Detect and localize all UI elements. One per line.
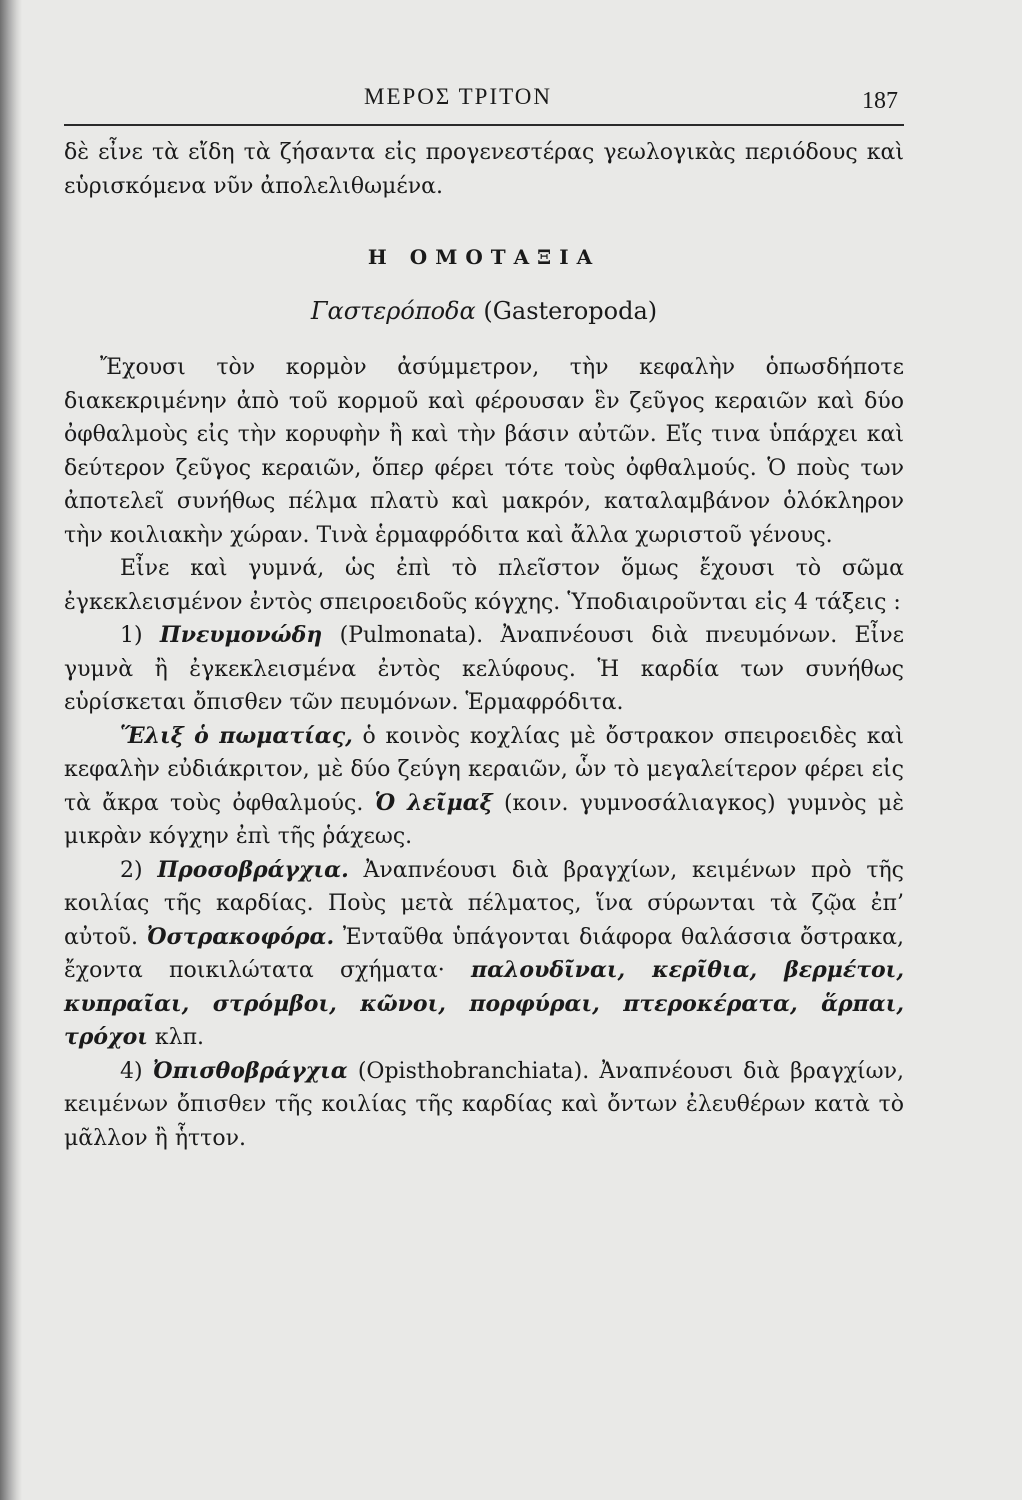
paragraph-text: Ἀναπνέουσι διὰ βραγχίων, κειμένων πρὸ τῆς κοιλίας τῆς καρδίας. Ποὺς μετὰ πέλματος, ἵνα σύρωνται τὰ ζῷα ἐπ’ αὐτοῦ. (64, 857, 905, 950)
term-limax: Ὁ λεῖμαξ (374, 789, 493, 816)
term-opisthobranchia: Ὀπισθοβράγχια (152, 1057, 348, 1084)
term-prosobranchia: Προσοβράγχια. (157, 856, 349, 883)
book-page (64, 82, 904, 1155)
subheading-greek: Γαστερόποδα (310, 297, 476, 325)
paragraph-text: (κοιν. γυμνοσάλιαγκος) γυμνὸς μὲ μικρὰν κόγχην ἐπὶ τῆς ῥάχεως. (64, 790, 905, 849)
paragraph-text: ὁ κοινὸς κοχλίας μὲ ὄστρακον σπειροειδὲς καὶ κεφαλὴν εὐδιάκριτον, μὲ δύο ζεύγη κεραιῶν, ὧν τὸ μεγαλείτερον φέρει εἰς τὰ ἄκρα τοὺς ὀφθαλμούς. (64, 723, 904, 816)
paragraph-helix (64, 720, 904, 854)
header-rule (64, 124, 904, 126)
subheading (64, 297, 904, 325)
class-heading: Η ΟΜΟΤΑΞΙΑ (367, 245, 601, 269)
paragraph-opisthobranchia (64, 1055, 904, 1156)
paragraph-description: Ἔχουσι τὸν κορμὸν ἀσύμμετρον, τὴν κεφαλὴν ὁπωσδήποτε διακεκριμένην ἀπὸ τοῦ κορμοῦ καὶ φέρουσαν ἓν ζεῦγος κεραιῶν καὶ δύο ὀφθαλμοὺς εἰς τὴν κορυφὴν ἢ καὶ τὴν βάσιν αὐτῶν. Εἴς τινα ὑπάρχει καὶ δεύτερον ζεῦγος κεραιῶν, ὅπερ φέρει τότε τοὺς ὀφθαλμούς. Ὁ ποὺς των ἀποτελεῖ συνήθως πέλμα πλατὺ καὶ μακρόν, καταλαμβάνον ὁλόκληρον τὴν κοιλιακὴν χώραν. Τινὰ ἑρμαφρόδιτα καὶ ἄλλα χωριστοῦ γένους. (64, 355, 904, 548)
paragraph-text: Ἐνταῦθα ὑπάγονται διάφορα θαλάσσια ὄστρακα, ἔχοντα ποικιλώτατα σχήματα· (64, 924, 905, 983)
paragraph-orders: Εἶνε καὶ γυμνά, ὡς ἐπὶ τὸ πλεῖστον ὅμως ἔχουσι τὸ σῶμα ἐγκεκλεισμένον ἐντὸς σπειροειδοῦς κόγχης. Ὑποδιαιροῦνται εἰς 4 τάξεις : (64, 556, 904, 615)
genus-list: παλουδῖναι, κερῖθια, βερμέτοι, κυπραῖαι, στρόμβοι, κῶνοι, πορφύραι, πτεροκέρατα, ἅρπαι, τρόχοι (64, 957, 904, 1050)
running-head: ΜΕΡΟΣ ΤΡΙΤΟΝ (364, 84, 552, 109)
page-header (64, 82, 904, 126)
paragraph-text: κλπ. (154, 1025, 205, 1050)
term-pulmonata: Πνευμονώδη (159, 622, 323, 648)
subheading-latin: (Gasteropoda) (483, 297, 658, 325)
page-number: 187 (862, 88, 898, 114)
term-helix: Ἕλιξ ὁ πωματίας, (120, 722, 353, 749)
page-binding-edge (0, 0, 22, 1500)
item-number: 4) (120, 1058, 143, 1084)
term-ostrakophora: Ὀστρακοφόρα. (146, 923, 335, 950)
item-number: 1) (120, 623, 143, 648)
paragraph-pulmonata (64, 619, 904, 720)
paragraph-prosobranchia (64, 854, 904, 1055)
intro-paragraph: δὲ εἶνε τὰ εἴδη τὰ ζήσαντα εἰς προγενεστέρας γεωλογικὰς περιόδους καὶ εὑρισκόμενα νῦν ἀπολελιθωμένα. (64, 140, 904, 199)
item-number: 2) (120, 857, 143, 883)
paragraph-text: (Pulmonata). Ἀναπνέουσι διὰ πνευμόνων. Εἶνε γυμνὰ ἢ ἐγκεκλεισμένα ἐντὸς κελύφους. Ἡ καρδία των συνήθως εὑρίσκεται ὄπισθεν τῶν πευμόνων. Ἑρμαφρόδιτα. (64, 623, 905, 715)
paragraph-text: (Opisthobranchiata). Ἀναπνέουσι διὰ βραγχίων, κειμένων ὄπισθεν τῆς κοιλίας τῆς καρδίας καὶ ὄντων ἐλευθέρων κατὰ τὸ μᾶλλον ἢ ἧττον. (64, 1058, 904, 1151)
